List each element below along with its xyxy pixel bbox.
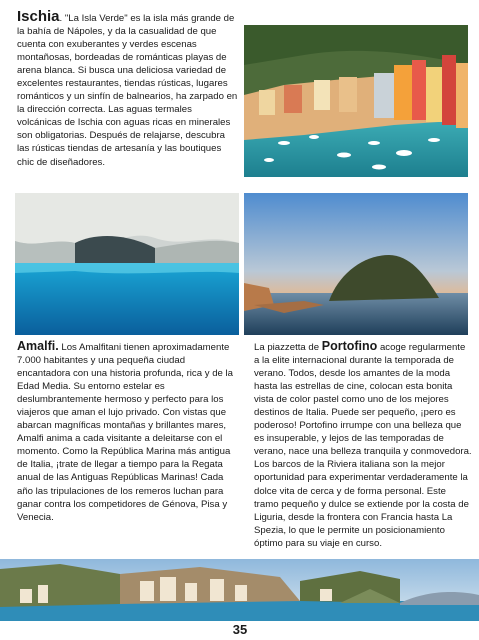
sunset-island-photo (244, 193, 468, 335)
portofino-harbor-photo (244, 25, 468, 177)
portofino-body: acoge regularmente a la elite internacional durante la temporada de verano. Todos, desde los amantes de la moda hasta las estrellas de cine, colocan esta bonita vista de color pastel como uno de los mejores destinos de Italia. Puede ser pequeño, ¡pero es poderoso! Portofino irrumpe con una belleza que es insuperable, y lejos de las temporadas de verano, nace una belleza tranquila y conmovedora. Los barcos de la Riviera italiana son la mejor oportunidad para experimentar verdaderamente la dolce vita de cerca y de forma personal. Este tramo pequeño y dulce se extiende por la costa de Liguria, desde la frontera con Francia hasta La Spezia, lo que le permite un posicionamiento óptimo para su viaje en curso. (254, 342, 472, 549)
amalfi-heading: Amalfi. (17, 339, 59, 353)
amalfi-coast-photo (0, 559, 479, 621)
grotto-photo (15, 193, 239, 335)
portofino-paragraph (254, 340, 472, 550)
ischia-heading: Ischia (17, 8, 60, 25)
ischia-paragraph (17, 10, 239, 169)
portofino-prefix: La piazzetta de (254, 342, 322, 353)
amalfi-paragraph (17, 340, 239, 524)
amalfi-body: Los Amalfitani tienen aproximadamente 7.000 habitantes y una pequeña ciudad encantadora con una historia profunda, rica y de la Edad Media. Su entorno estelar es deslumbrantemente hermoso y perfecto para los viajeros que aman el lujo privado. Con vistas que abarcan magníficas montañas y brillantes mares, Amalfi anima a cada visitante a deleitarse con el momento. Como la República Marina más antigua de Italia, ¡trate de llegar a tiempo para la Regata anual de las Antiguas Repúblicas Marinas! Cada año las tripulaciones de los remeros luchan para ganar contra los competidores de Génova, Pisa y Venecia. (17, 342, 233, 523)
portofino-heading: Portofino (321, 339, 378, 353)
ischia-body: . "La Isla Verde" es la isla más grande de la bahía de Nápoles, y da la casualidad de que cuenta con exuberantes y verdes escenas montañosas, bordeadas de románticas playas de arena blanca. Si busca una deliciosa variedad de excelentes restaurantes, tiendas rústicas, lugares románticos y un sinfín de balnearios, ha zarpado en la dirección correcta. Las aguas termales volcánicas de Ischia con aguas ricas en minerales son obligatorias. Después de relajarse, descubra las rústicas tiendas de artesanía y las boutiques chic de diseñadores. (17, 13, 238, 168)
page-number: 35 (232, 622, 248, 637)
